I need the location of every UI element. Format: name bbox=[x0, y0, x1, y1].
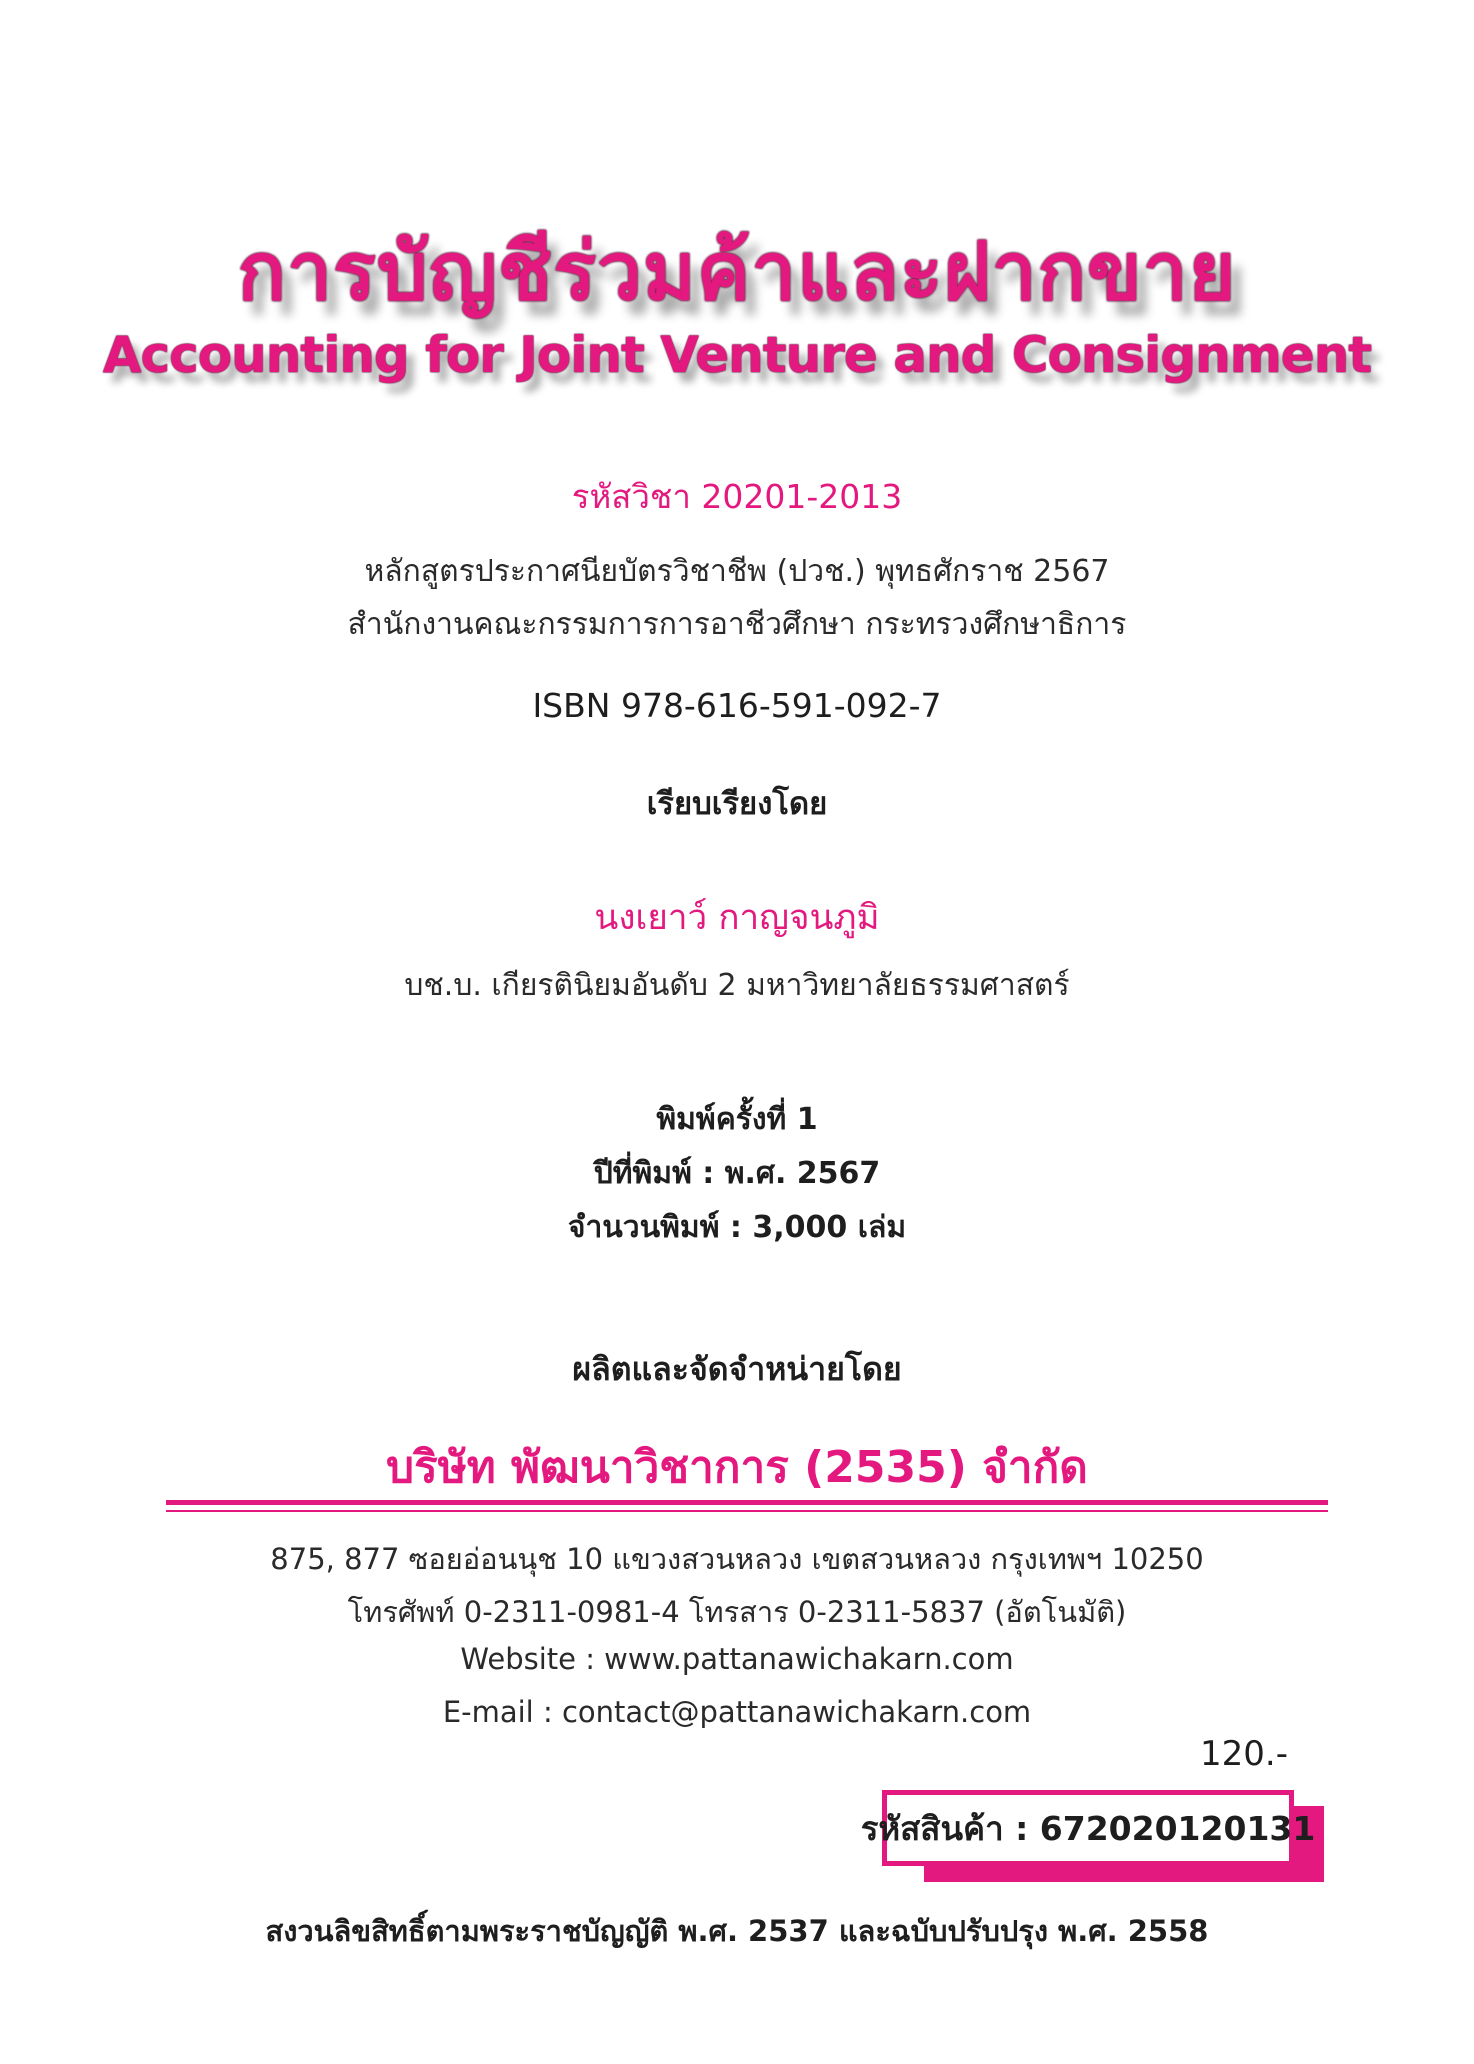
course-code: รหัสวิชา 20201-2013 bbox=[571, 477, 903, 516]
price: 120.- bbox=[1200, 1734, 1288, 1774]
office-line: สำนักงานคณะกรรมการการอาชีวศึกษา กระทรวงศึกษาธิการ bbox=[347, 607, 1127, 642]
curriculum-line: หลักสูตรประกาศนียบัตรวิชาชีพ (ปวช.) พุทธศักราช 2567 bbox=[364, 554, 1110, 589]
publisher-company: บริษัท พัฒนาวิชาการ (2535) จำกัด bbox=[386, 1442, 1088, 1493]
publisher-label: ผลิตและจัดจำหน่ายโดย bbox=[572, 1350, 902, 1388]
publisher-phone: โทรศัพท์ 0-2311-0981-4 โทรสาร 0-2311-5837 (อัตโนมัติ) bbox=[347, 1595, 1127, 1629]
divider-thin bbox=[166, 1510, 1328, 1512]
print-copies: จำนวนพิมพ์ : 3,000 เล่ม bbox=[567, 1210, 907, 1245]
publisher-website: Website : www.pattanawichakarn.com bbox=[460, 1642, 1014, 1676]
book-title-thai: การบัญชีร่วมค้าและฝากขาย bbox=[237, 225, 1237, 318]
product-code-box bbox=[860, 1790, 1316, 1866]
edition: พิมพ์ครั้งที่ 1 bbox=[656, 1102, 818, 1137]
compiled-by-label: เรียบเรียงโดย bbox=[646, 786, 828, 822]
publisher-email: E-mail : contact@pattanawichakarn.com bbox=[442, 1695, 1032, 1729]
copyright-notice: สงวนลิขสิทธิ์ตามพระราชบัญญัติ พ.ศ. 2537 และฉบับปรับปรุง พ.ศ. 2558 bbox=[265, 1914, 1209, 1948]
book-title-english: Accounting for Joint Venture and Consignment bbox=[102, 326, 1372, 384]
author-name: นงเยาว์ กาญจนภูมิ bbox=[594, 898, 880, 938]
isbn: ISBN 978-616-591-092-7 bbox=[532, 686, 942, 725]
divider-thick bbox=[166, 1500, 1328, 1505]
publisher-address: 875, 877 ซอยอ่อนนุช 10 แขวงสวนหลวง เขตสวนหลวง กรุงเทพฯ 10250 bbox=[270, 1542, 1204, 1576]
product-code: รหัสสินค้า : 672020120131 bbox=[860, 1808, 1316, 1848]
author-degree: บช.บ. เกียรตินิยมอันดับ 2 มหาวิทยาลัยธรรมศาสตร์ bbox=[404, 968, 1070, 1003]
print-year: ปีที่พิมพ์ : พ.ศ. 2567 bbox=[593, 1156, 881, 1191]
